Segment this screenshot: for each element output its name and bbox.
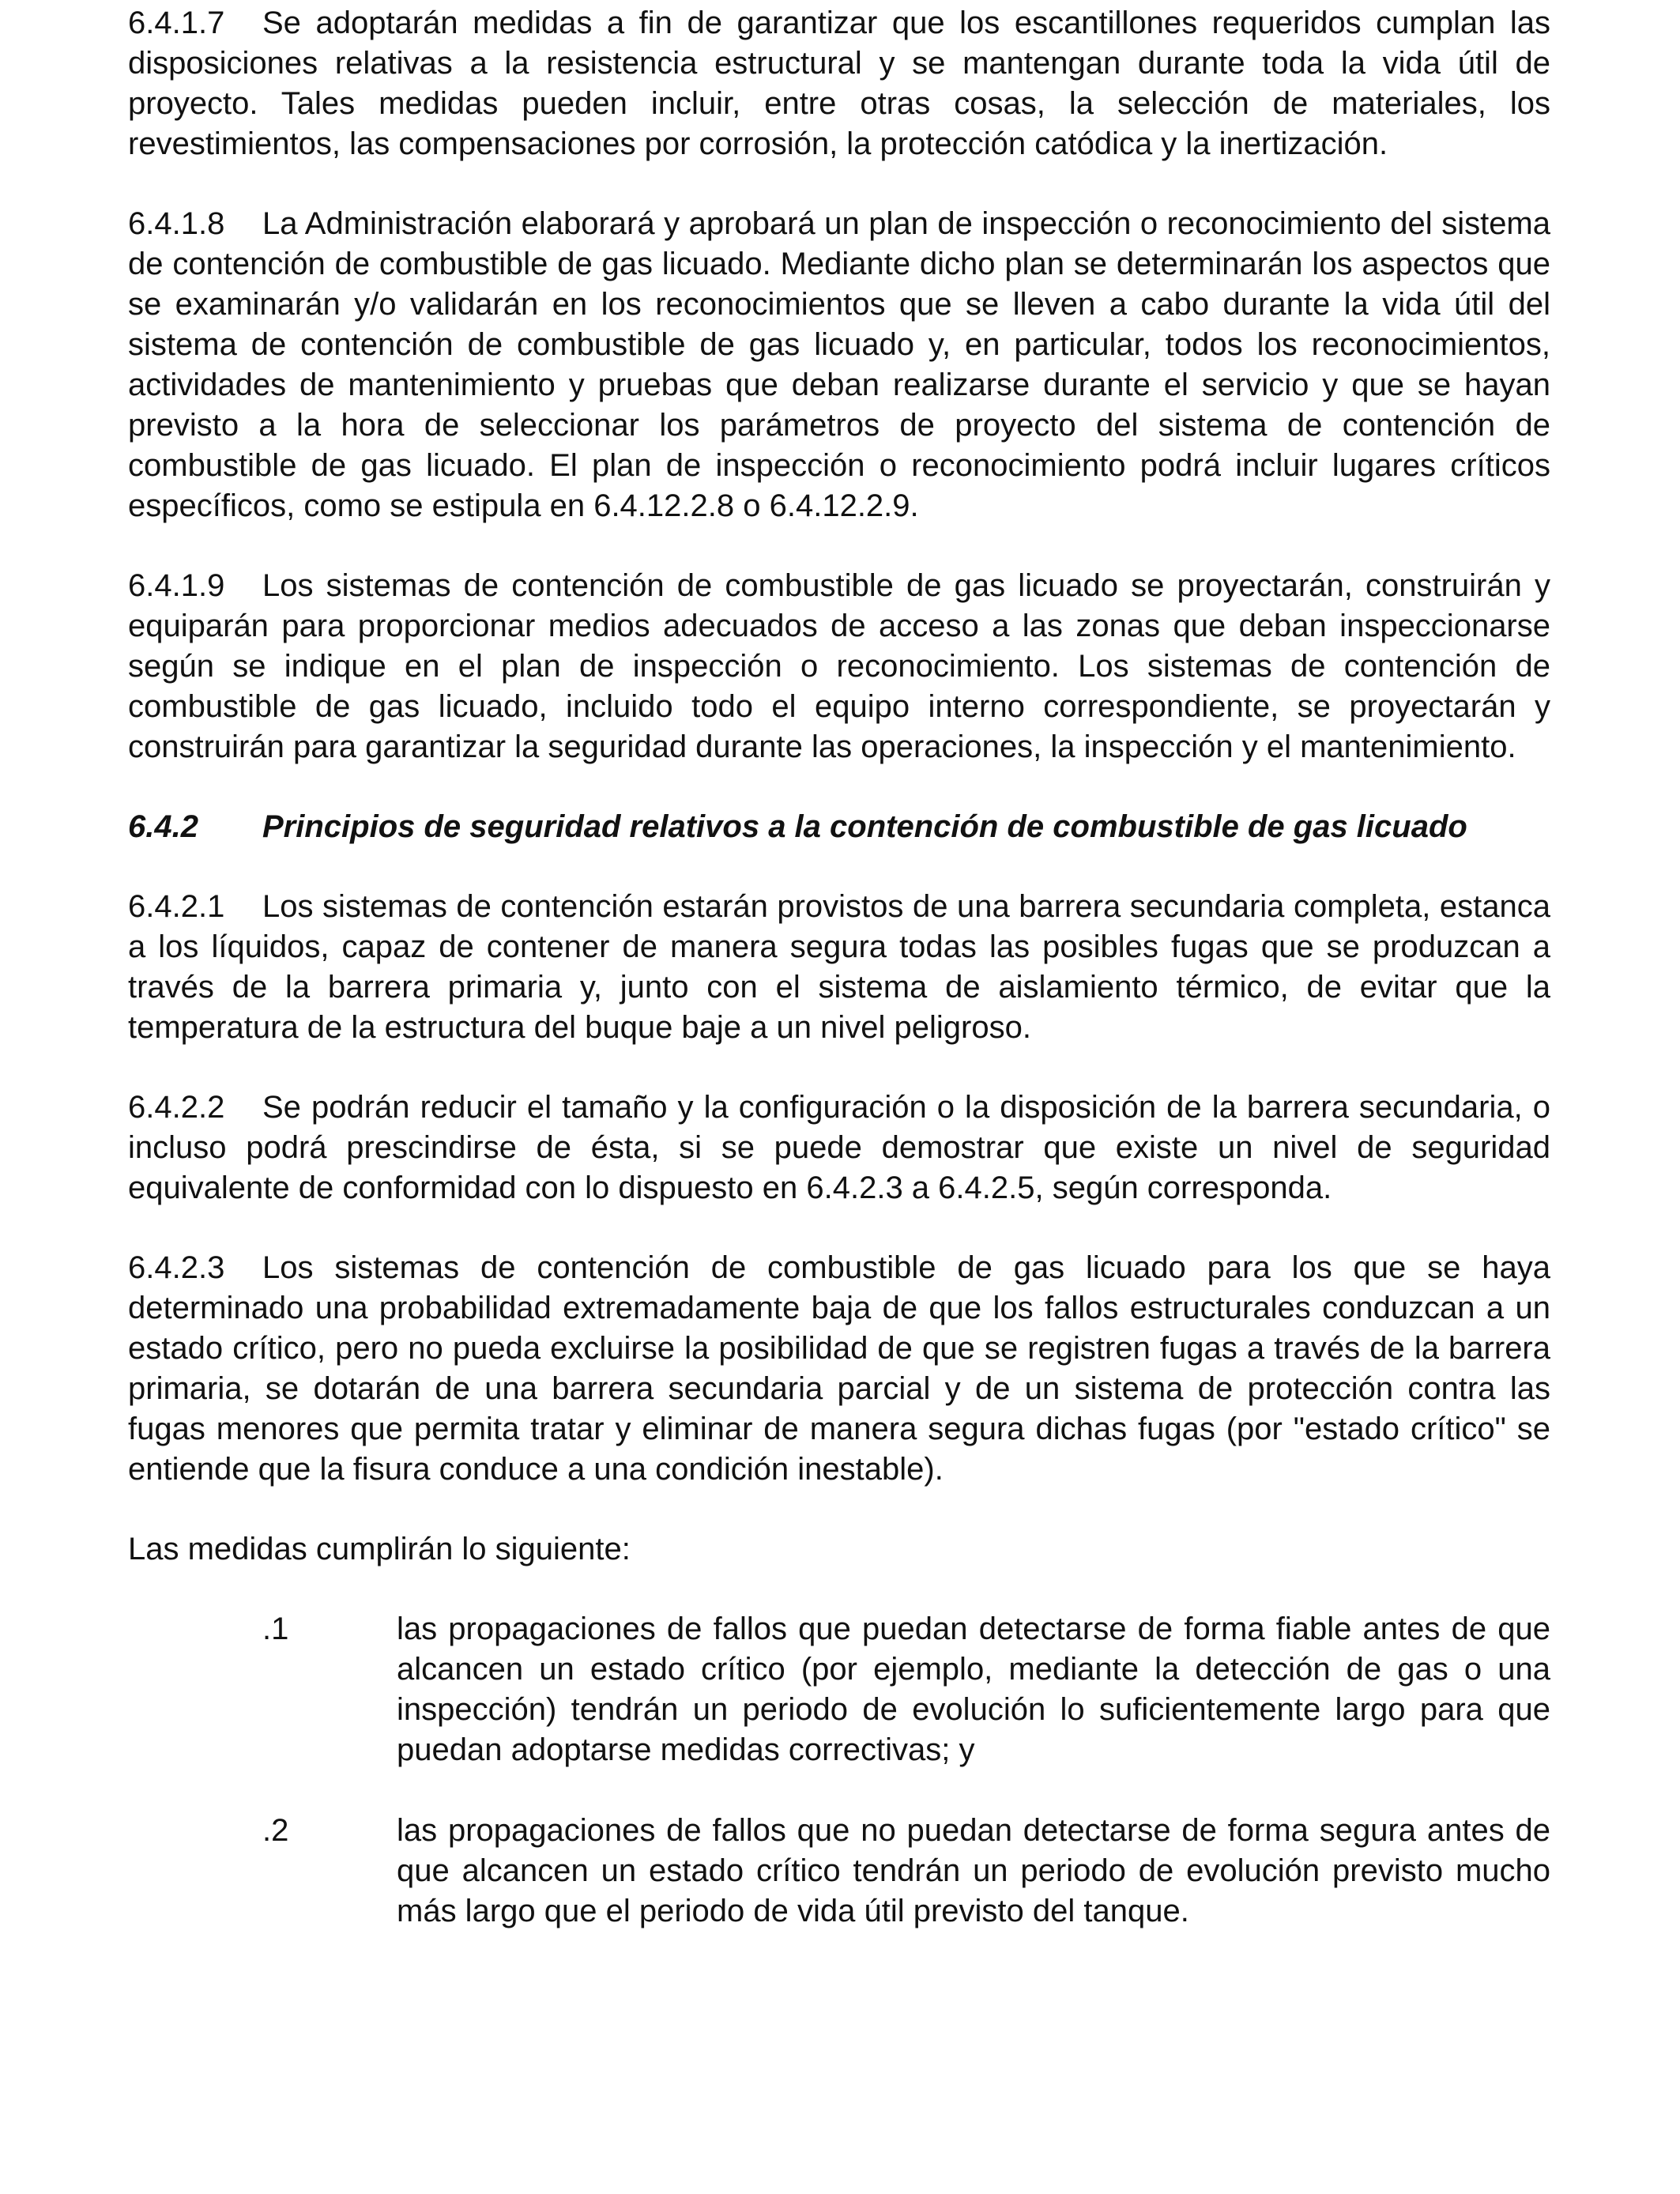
paragraph-text: La Administración elaborará y aprobará un plan de inspección o reconocimiento del sistema de contención de combustible de gas licuado. Mediante dicho plan se determinarán los aspectos que se examinarán y/o validarán en los reconocimientos que se lleven a cabo durante la vida útil del sistema de contención de combustible de gas licuado y, en particular, todos los reconocimientos, actividades de mantenimiento y pruebas que deban realizarse durante el servicio y que se hayan previsto a la hora de seleccionar los parámetros de proyecto del sistema de contención de combustible de gas licuado. El plan de inspección o reconocimiento podrá incluir lugares críticos específicos, como se estipula en 6.4.12.2.8 o 6.4.12.2.9.: [128, 206, 1550, 523]
paragraph-6-4-2-2: [128, 1088, 1550, 1208]
paragraph-number: 6.4.2.3: [128, 1250, 225, 1285]
list-item-text: las propagaciones de fallos que no puedan detectarse de forma segura antes de que alcancen un estado crítico tendrán un periodo de evolución previsto mucho más largo que el periodo de vida útil previsto del tanque.: [397, 1813, 1550, 1928]
paragraph-6-4-2-1: [128, 887, 1550, 1048]
list-marker: .2: [262, 1813, 289, 1848]
paragraph-number: 6.4.1.7: [128, 6, 225, 40]
section-title: Principios de seguridad relativos a la contención de combustible de gas licuado: [262, 809, 1467, 844]
paragraph-6-4-1-8: [128, 204, 1550, 526]
paragraph-number: 6.4.2.1: [128, 889, 225, 924]
paragraph-text: Los sistemas de contención de combustible de gas licuado para los que se haya determinado una probabilidad extremadamente baja de que los fallos estructurales conduzcan a un estado crítico, pero no pueda excluirse la posibilidad de que se registren fugas a través de la barrera primaria, se dotarán de una barrera secundaria parcial y de un sistema de protección contra las fugas menores que permita tratar y eliminar de manera segura dichas fugas (por "estado crítico" se entiende que la fisura conduce a una condición inestable).: [128, 1250, 1550, 1487]
paragraph-6-4-1-9: [128, 566, 1550, 767]
paragraph-text: Los sistemas de contención estarán provistos de una barrera secundaria completa, estanca a los líquidos, capaz de contener de manera segura todas las posibles fugas que se produzcan a través de la barrera primaria y, junto con el sistema de aislamiento térmico, de evitar que la temperatura de la estructura del buque baje a un nivel peligroso.: [128, 889, 1550, 1045]
section-heading-6-4-2: [128, 807, 1550, 847]
list-item-text: las propagaciones de fallos que puedan detectarse de forma fiable antes de que alcancen un estado crítico (por ejemplo, mediante la detección de gas o una inspección) tendrán un periodo de evolución lo suficientemente largo para que puedan adoptarse medidas correctivas; y: [397, 1612, 1550, 1767]
paragraph-number: 6.4.2.2: [128, 1090, 225, 1125]
document-page: [128, 0, 1550, 1972]
paragraph-text: Se podrán reducir el tamaño y la configuración o la disposición de la barrera secundaria, o incluso podrá prescindirse de ésta, si se puede demostrar que existe un nivel de seguridad equivalente de conformidad con lo dispuesto en 6.4.2.3 a 6.4.2.5, según corresponda.: [128, 1090, 1550, 1205]
list-item: [128, 1811, 1550, 1932]
section-number: 6.4.2: [128, 809, 198, 844]
paragraph-number: 6.4.1.9: [128, 568, 225, 603]
paragraph-6-4-1-7: [128, 3, 1550, 164]
paragraph-6-4-2-3: [128, 1248, 1550, 1490]
list-marker: .1: [262, 1612, 289, 1646]
list-item: [128, 1609, 1550, 1770]
paragraph-text: Se adoptarán medidas a fin de garantizar que los escantillones requeridos cumplan las disposiciones relativas a la resistencia estructural y se mantengan durante toda la vida útil de proyecto. Tales medidas pueden incluir, entre otras cosas, la selección de materiales, los revestimientos, las compensaciones por corrosión, la protección catódica y la inertización.: [128, 6, 1550, 161]
paragraph-text: Los sistemas de contención de combustible de gas licuado se proyectarán, construirán y equiparán para proporcionar medios adecuados de acceso a las zonas que deban inspeccionarse según se indique en el plan de inspección o reconocimiento. Los sistemas de contención de combustible de gas licuado, incluido todo el equipo interno correspondiente, se proyectarán y construirán para garantizar la seguridad durante las operaciones, la inspección y el mantenimiento.: [128, 568, 1550, 764]
measures-intro: Las medidas cumplirán lo siguiente:: [128, 1532, 631, 1566]
paragraph-number: 6.4.1.8: [128, 206, 225, 241]
